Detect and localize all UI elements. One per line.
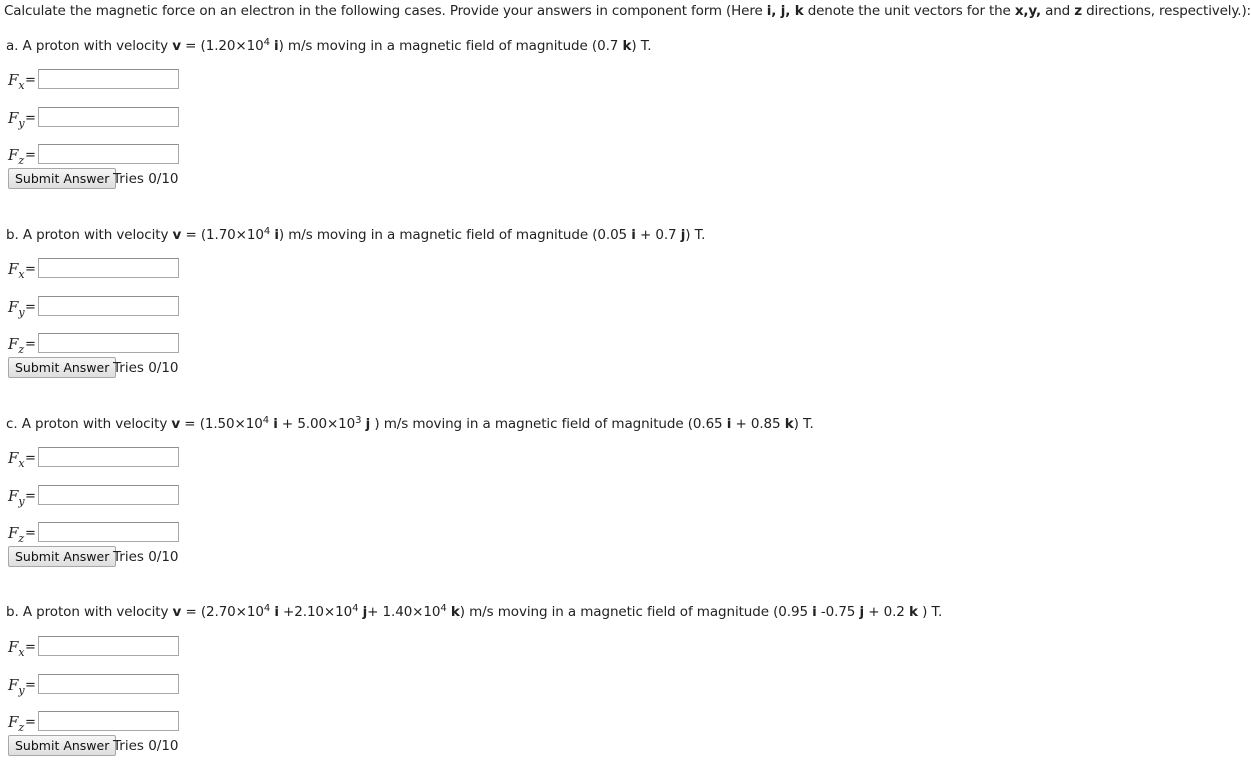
- equals-sign: =: [25, 73, 36, 88]
- fy-input[interactable]: [38, 296, 179, 316]
- fx-label: $F_x$: [8, 71, 25, 92]
- equals-sign: =: [25, 451, 36, 466]
- instructions-axes: x,y,: [1014, 3, 1041, 19]
- tries-counter: Tries 0/10: [113, 171, 179, 187]
- equals-sign: =: [25, 640, 36, 655]
- question-part-c: [0, 416, 1200, 596]
- tries-counter: Tries 0/10: [113, 360, 179, 376]
- fy-input[interactable]: [38, 485, 179, 505]
- fy-input[interactable]: [38, 674, 179, 694]
- submit-answer-button[interactable]: Submit Answer: [8, 357, 116, 378]
- fx-input[interactable]: [38, 69, 179, 89]
- fy-label: $F_y$: [8, 298, 25, 319]
- fz-input[interactable]: [38, 711, 179, 731]
- equals-sign: =: [25, 262, 36, 277]
- question-text: c. A proton with velocity $v = (1.50\times 10^4$ $i + 5.00\times 10^3$ j ) m/s moving in a magnetic field of magnitude (0.65 i + 0.85 k) T.: [6, 415, 814, 432]
- instructions-units: i, j, k: [766, 3, 804, 19]
- equals-sign: =: [25, 715, 36, 730]
- submit-answer-button[interactable]: Submit Answer: [8, 168, 116, 189]
- question-part-b: [0, 227, 1200, 407]
- fz-input[interactable]: [38, 144, 179, 164]
- fy-input[interactable]: [38, 107, 179, 127]
- equals-sign: =: [25, 111, 36, 126]
- fx-label: $F_x$: [8, 260, 25, 281]
- fz-label: $F_z$: [8, 713, 25, 734]
- fz-input[interactable]: [38, 333, 179, 353]
- fx-input[interactable]: [38, 636, 179, 656]
- fx-input[interactable]: [38, 258, 179, 278]
- question-text: a. A proton with velocity $v = (1.20\times 10^4$ i) m/s moving in a magnetic field of magnitude (0.7 k) T.: [6, 37, 652, 54]
- fy-label: $F_y$: [8, 487, 25, 508]
- equals-sign: =: [25, 526, 36, 541]
- tries-counter: Tries 0/10: [113, 549, 179, 565]
- question-text: b. A proton with velocity $v = (2.70\times 10^4$ $i +2.10\times 10^4$ $j+ 1.40\times 10^4$ k) m/s moving in a magnetic field of magnitude (0.95 i -0.75 j + 0.2 k ) T.: [6, 603, 943, 620]
- fx-label: $F_x$: [8, 638, 25, 659]
- tries-counter: Tries 0/10: [113, 738, 179, 754]
- equals-sign: =: [25, 678, 36, 693]
- instructions-post: directions, respectively.):: [1081, 3, 1251, 19]
- instructions-mid: denote the unit vectors for the: [803, 3, 1015, 19]
- equals-sign: =: [25, 489, 36, 504]
- fz-label: $F_z$: [8, 335, 25, 356]
- submit-answer-button[interactable]: Submit Answer: [8, 735, 116, 756]
- instructions-and: and: [1040, 3, 1075, 19]
- fy-label: $F_y$: [8, 109, 25, 130]
- fz-input[interactable]: [38, 522, 179, 542]
- fx-input[interactable]: [38, 447, 179, 467]
- question-part-d: [0, 604, 1200, 784]
- fz-label: $F_z$: [8, 146, 25, 167]
- fy-label: $F_y$: [8, 676, 25, 697]
- instructions-text: [4, 3, 1251, 19]
- instructions-z: z: [1074, 3, 1082, 19]
- equals-sign: =: [25, 300, 36, 315]
- submit-answer-button[interactable]: Submit Answer: [8, 546, 116, 567]
- equals-sign: =: [25, 148, 36, 163]
- question-text: b. A proton with velocity $v = (1.70\times 10^4$ i) m/s moving in a magnetic field of magnitude (0.05 i + 0.7 j) T.: [6, 226, 706, 243]
- equals-sign: =: [25, 337, 36, 352]
- instructions-pre: Calculate the magnetic force on an electron in the following cases. Provide your answers in component form (Here: [4, 3, 767, 19]
- fx-label: $F_x$: [8, 449, 25, 470]
- question-part-a: [0, 38, 1200, 218]
- fz-label: $F_z$: [8, 524, 25, 545]
